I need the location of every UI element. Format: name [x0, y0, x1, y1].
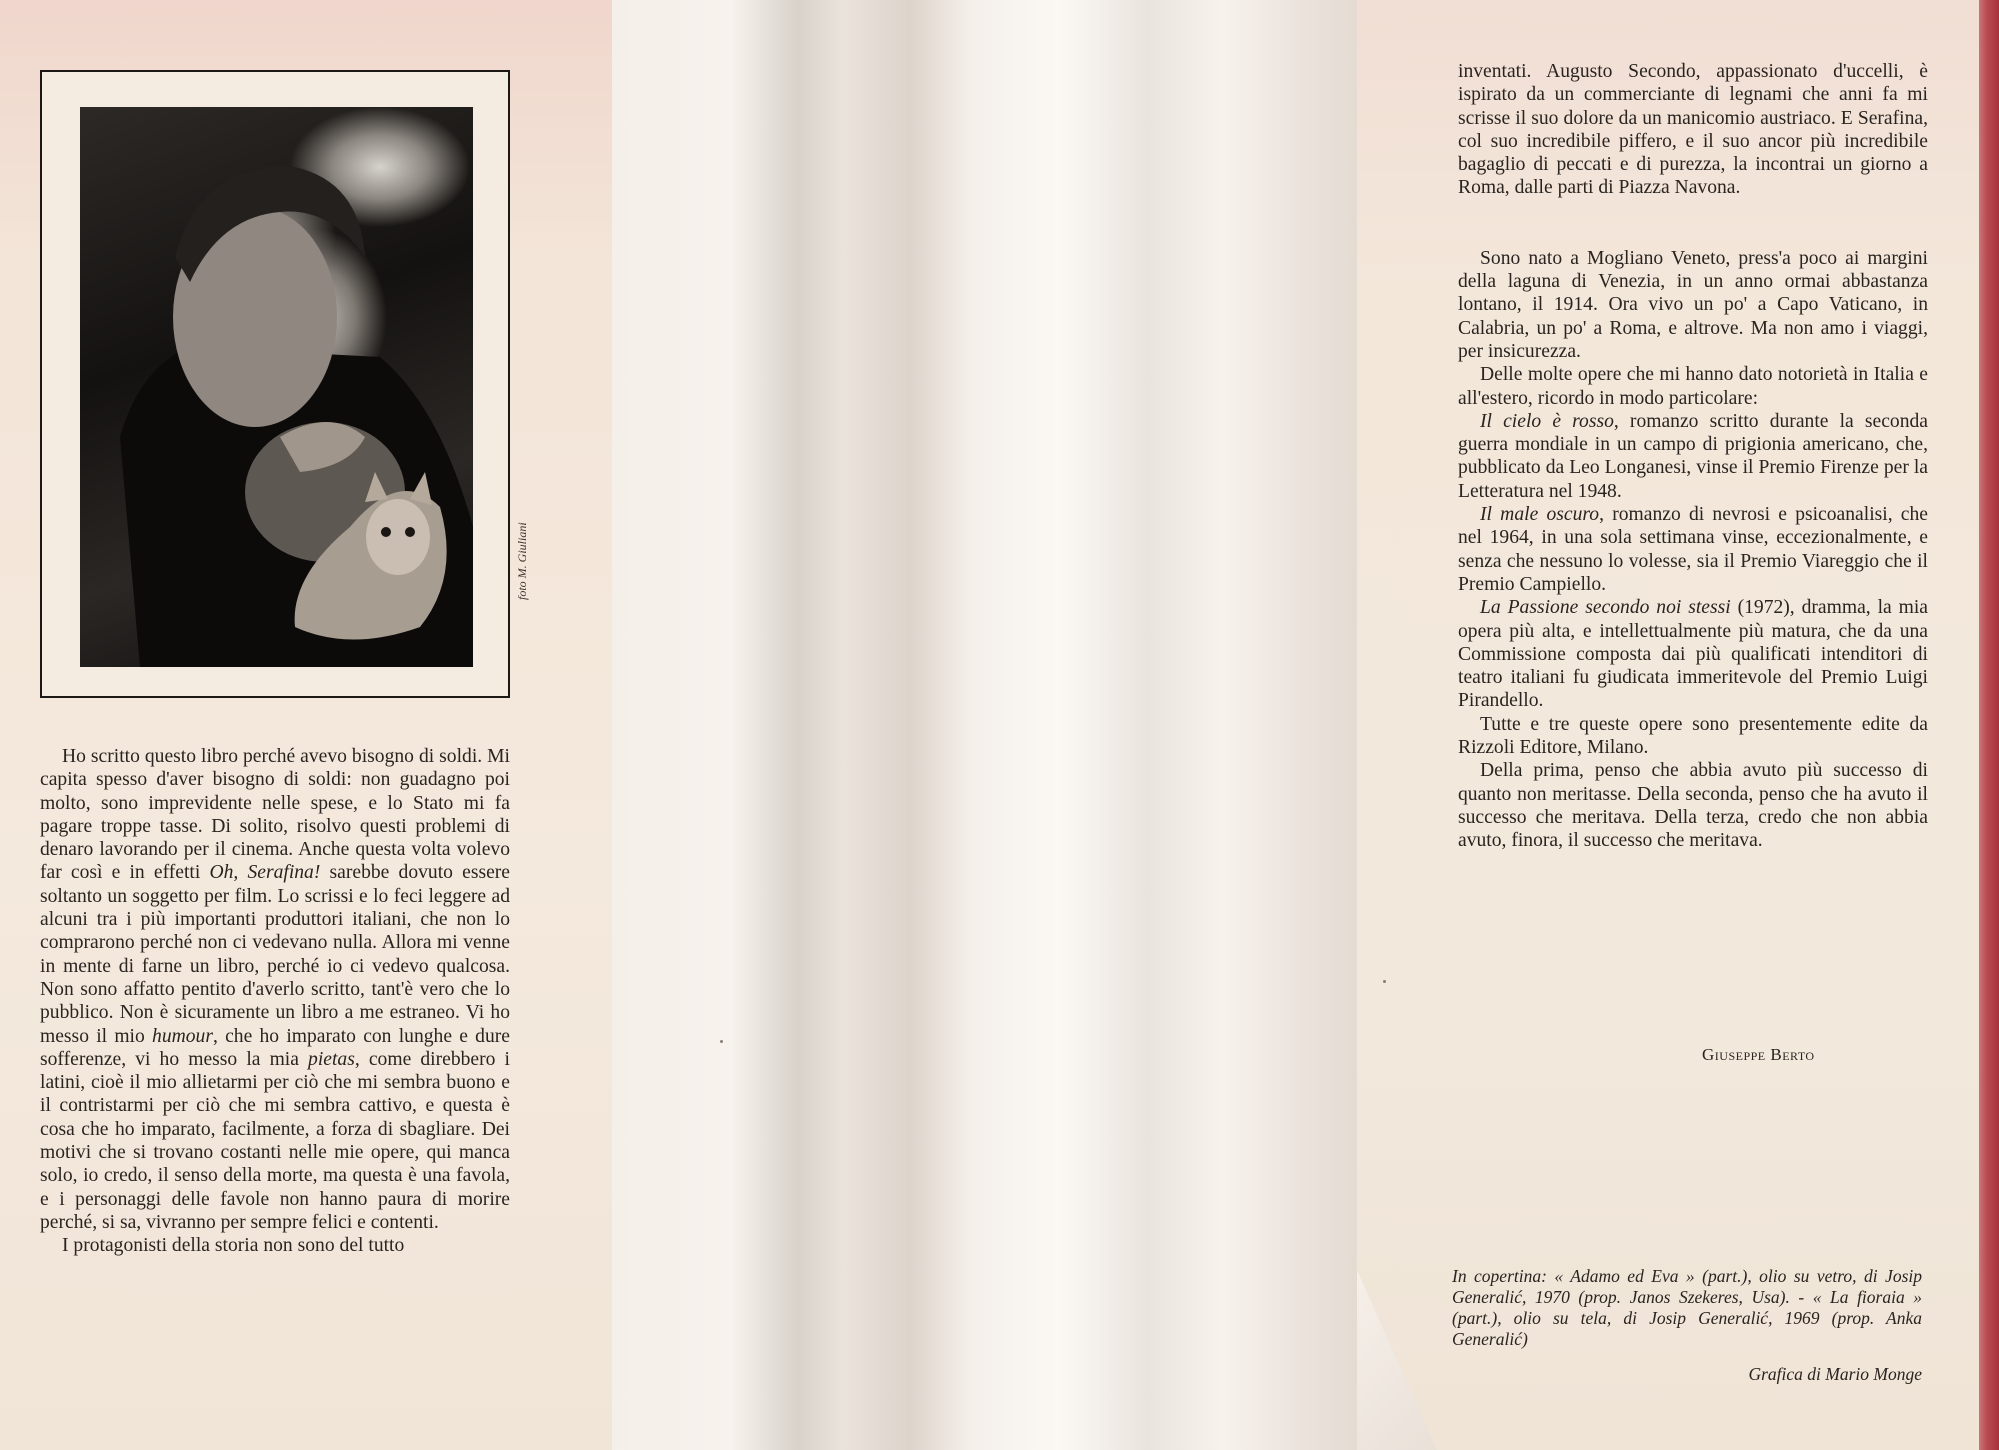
left-flap-text: [40, 745, 510, 1258]
left-paragraph: [40, 745, 510, 1234]
author-photo-frame: [40, 70, 510, 698]
cover-credit: In copertina: « Adamo ed Eva » (part.), olio su vetro, di Josip Generalić, 1970 (prop. Janos Szekeres, Usa). - « La fioraia » (part.), olio su tela, di Josip Generalić, 1969 (prop. Anka Generalić): [1452, 1266, 1922, 1349]
photo-credit: foto M. Giuliani: [515, 522, 529, 600]
italic-title: Il cielo è rosso: [1480, 410, 1614, 432]
italic-title: La Passione secondo noi stessi: [1480, 597, 1731, 619]
italic-title: pietas: [308, 1048, 355, 1070]
text-run: Ho scritto questo libro perché avevo bisogno di soldi. Mi capita spesso d'aver bisogno di soldi: non guadagno poi molto, sono imprevidente nelle spese, e lo Stato mi fa pagare troppe tasse. Di solito, risolvo questi problemi di denaro lavorando per il cinema. Anche questa volta volevo far così e in effetti: [40, 746, 510, 884]
text-run: , romanzo scritto durante la seconda guerra mondiale in un campo di prigionia americano, che, pubblicato da Leo Longanesi, vinse il Premio Firenze per la Letteratura nel 1948.: [1458, 410, 1928, 502]
text-run: I protagonisti della storia non sono del tutto: [62, 1235, 405, 1257]
italic-title: humour: [152, 1025, 213, 1047]
text-run: (1972), dramma, la mia opera più alta, e intellettualmente più matura, che da una Commissione composta dai più qualificati intenditori di teatro italiani fu giudicata immeritevole del Premio Luigi Pirandello.: [1458, 597, 1928, 712]
right-flap-text: [1458, 60, 1928, 853]
left-paragraph: [40, 1234, 510, 1257]
right-paragraph: [1458, 503, 1928, 596]
right-paragraph: [1458, 363, 1928, 410]
text-run: Della prima, penso che abbia avuto più successo di quanto non meritasse. Della seconda, penso che ha avuto il successo che meritava. Della terza, credo che non abbia avuto, finora, il successo che meritava.: [1458, 760, 1928, 852]
right-paragraph: [1458, 60, 1928, 200]
text-run: Delle molte opere che mi hanno dato notorietà in Italia e all'estero, ricordo in modo particolare:: [1458, 364, 1928, 409]
right-paragraph: [1458, 713, 1928, 760]
paper-speck: [1383, 980, 1386, 983]
text-run: , romanzo di nevrosi e psicoanalisi, che nel 1964, in una sola settimana vinse, eccezionalmente, e senza che nessuno lo volesse, sia il Premio Viareggio che il Premio Campiello.: [1458, 504, 1928, 595]
cover-spine: [612, 0, 1357, 1450]
text-run: Tutte e tre queste opere sono presentemente edite da Rizzoli Editore, Milano.: [1458, 713, 1928, 759]
cover-edge-strip: [1979, 0, 1999, 1450]
text-run: sarebbe dovuto essere soltanto un soggetto per film. Lo scrissi e lo feci leggere ad alcuni tra i più importanti produttori italiani, che non lo comprarono perché non ci vedevano nulla. Allora mi venne in mente di farne un libro, perché io ci vedevo qualcosa. Non sono affatto pentito d'averlo scritto, tant'è vero che lo pubblico. Non è sicuramente un libro a me estraneo. Vi ho messo il mio: [40, 862, 510, 1047]
right-paragraph: [1458, 759, 1928, 852]
right-paragraph: [1458, 247, 1928, 363]
paper-speck: [720, 1040, 723, 1043]
italic-title: Oh, Serafina!: [209, 862, 321, 884]
text-run: , come direbbero i latini, cioè il mio allietarmi per ciò che mi sembra buono e il contristarmi per ciò che mi sembra cattivo, e questa è cosa che ho imparato, facilmente, a forza di sbagliare. Dei motivi che si trovano costanti nelle mie opere, qui manca solo, io credo, il senso della morte, ma questa è una favola, e i personaggi delle favole non hanno paura di morire perché, si sa, vivranno per sempre felici e contenti.: [40, 1048, 510, 1233]
author-photo-figure: [80, 107, 473, 667]
italic-title: Il male oscuro: [1480, 504, 1600, 526]
text-run: Sono nato a Mogliano Veneto, press'a poco ai margini della laguna di Venezia, in un anno ormai abbastanza lontano, il 1914. Ora vivo un po' a Capo Vaticano, in Calabria, un po' a Roma, e altrove. Ma non amo i viaggi, per insicurezza.: [1458, 247, 1928, 362]
author-photo: [80, 107, 473, 667]
text-run: , che ho imparato con lunghe e dure sofferenze, vi ho messo la mia: [40, 1025, 510, 1070]
text-run: inventati. Augusto Secondo, appassionato d'uccelli, è ispirato da un commerciante di legnami che anni fa mi scrisse il suo dolore da un manicomio austriaco. E Serafina, col suo incredibile piffero, e il suo ancor più incredibile bagaglio di peccati e di purezza, la incontrai un giorno a Roma, dalle parti di Piazza Navona.: [1458, 61, 1928, 199]
right-paragraph: [1458, 410, 1928, 503]
author-signature: Giuseppe Berto: [1702, 1045, 1815, 1064]
design-credit: Grafica di Mario Monge: [1748, 1364, 1922, 1384]
right-paragraph: [1458, 596, 1928, 712]
